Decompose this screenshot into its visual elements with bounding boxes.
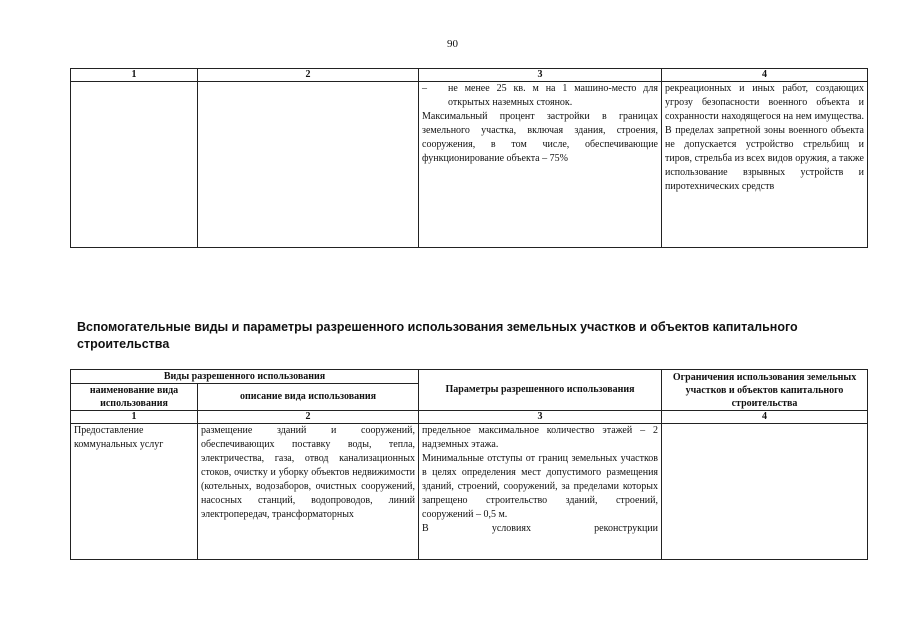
page-number: 90 (447, 38, 458, 50)
cell-restrictions (662, 424, 868, 560)
header-uses-group: Виды разрешенного использования (71, 370, 419, 384)
table-row (71, 424, 868, 560)
table-row (71, 82, 868, 248)
column-number-2: 2 (198, 69, 419, 82)
continuation-table (70, 68, 868, 248)
cell-col1 (71, 82, 198, 248)
column-number-row (71, 411, 868, 424)
header-parameters: Параметры разрешенного использования (419, 370, 662, 411)
parameters-paragraph: Максимальный процент застройки в границах земельного участка, включая здания, строения, сооружения, в том числе, обеспечивающие функционирование объекта – 75% (422, 111, 658, 164)
cell-col2 (198, 82, 419, 248)
header-row-1 (71, 370, 868, 384)
header-restrictions: Ограничения использования земельных участков и объектов капитального строительства (662, 370, 868, 411)
parameters-paragraph-2: Минимальные отступы от границ земельных участков в целях определения мест допустимого размещения зданий, строений, сооружений, за пределами которых запрещено строительство зданий, строений, сооружений – 0,5 м. (422, 453, 659, 520)
column-number-4: 4 (662, 69, 868, 82)
cell-use-name: Предоставление коммунальных услуг (71, 424, 198, 560)
parameters-paragraph-3: В условиях реконструкции (422, 523, 659, 534)
use-description-text: размещение зданий и сооружений, обеспечивающих поставку воды, тепла, электричества, газа, отвод канализационных стоков, очистку и уборку объектов недвижимости (котельных, водозаборов, очистных сооружений, насосных станций, водопроводов, линий электропередач, трансформаторных (201, 425, 416, 520)
column-number-1: 1 (71, 411, 198, 424)
auxiliary-uses-table (70, 369, 868, 560)
section-title: Вспомогательные виды и параметры разрешенного использования земельных участков и объектов капитального строительства (77, 320, 798, 351)
cell-parameters (419, 424, 662, 560)
parameters-paragraph-1: предельное максимальное количество этажей – 2 надземных этажа. (422, 425, 659, 450)
column-number-1: 1 (71, 69, 198, 82)
bullet-item (422, 82, 658, 110)
bullet-text: не менее 25 кв. м на 1 машино-место для открытых наземных стоянок. (448, 83, 658, 108)
column-number-4: 4 (662, 411, 868, 424)
cell-use-description (198, 424, 419, 560)
header-use-description: описание вида использования (198, 384, 419, 411)
column-number-2: 2 (198, 411, 419, 424)
column-number-3: 3 (419, 69, 662, 82)
cell-parameters (419, 82, 662, 248)
header-use-name: наименование вида использования (71, 384, 198, 411)
bullet-dash: – (422, 83, 427, 94)
column-number-row (71, 69, 868, 82)
parameters-text-clip (419, 424, 661, 559)
cell-restrictions: рекреационных и иных работ, создающих угрозу безопасности военного объекта и сохранности находящегося на нем имущества. В пределах запретной зоны военного объекта не допускается устройство стрельбищ и тиров, стрельба из всех видов оружия, а также использование взрывных устройств и пиротехнических средств (662, 82, 868, 248)
column-number-3: 3 (419, 411, 662, 424)
